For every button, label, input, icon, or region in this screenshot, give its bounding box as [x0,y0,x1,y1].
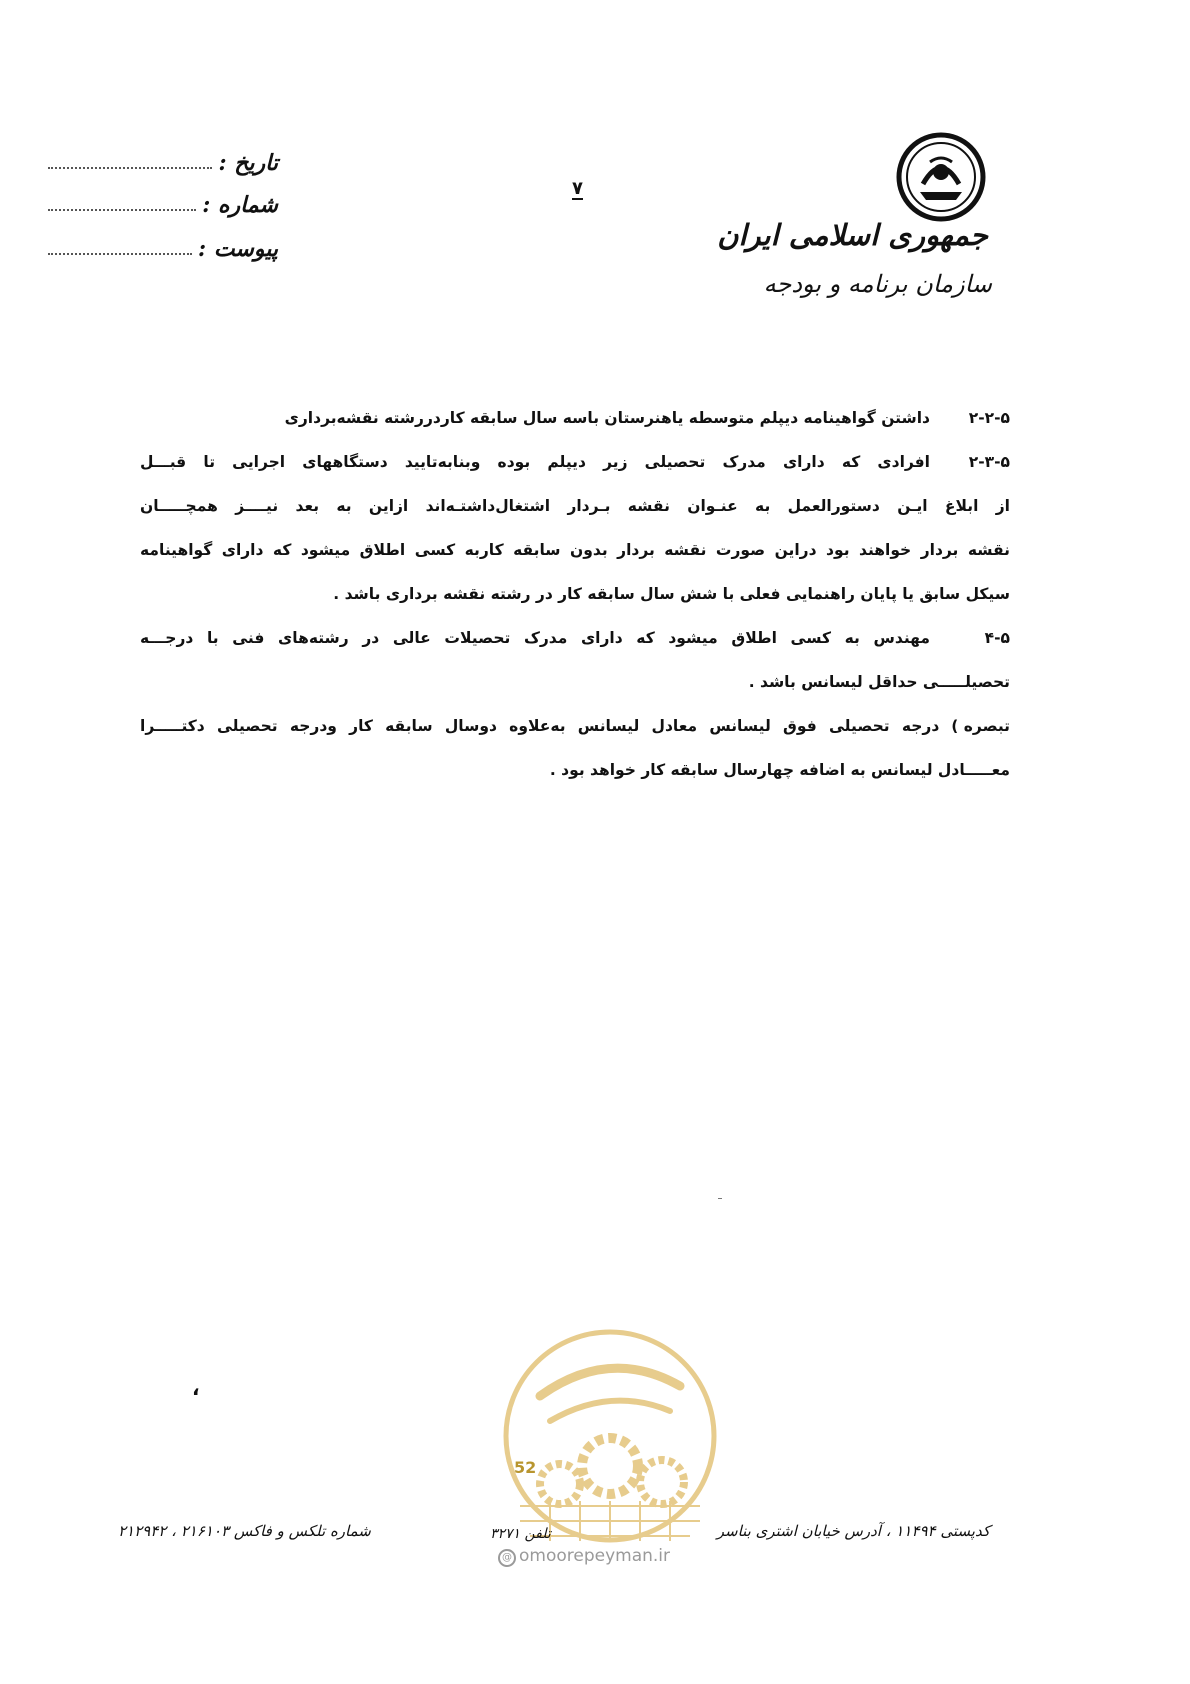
clause-line: داشتن گواهینامه دیپلم متوسطه یاهنرستان باسه سال سابقه کاردررشته نقشه‌برداری [284,409,930,427]
page-number: ۷ [572,178,583,199]
footer-phone: تلفن ۳۲۷۱ [490,1526,551,1542]
clause-number: ۲-۲-۵ [968,409,1010,427]
watermark-site [498,1546,670,1567]
number-dotted-line [48,209,196,211]
note-first-line [140,704,1010,748]
clause-5-2-2 [140,396,1010,440]
clause-5-3-2 [140,440,1010,484]
clause-line: از ابلاغ ایـن دستورالعمل به عنـوان نقشه بـردار اشتغال‌داشتـه‌اند ازاین به بعد نیــــز همچـــــان [140,497,1010,515]
attachment-field [48,234,278,264]
date-label: تاریخ : [218,150,278,176]
clause-line: نقشه بردار خواهند بود دراین صورت نقشه بردار بدون سابقه کاربه کسی اطلاق میشود که دارای گواهینامه [140,541,1010,559]
attachment-label: پیوست : [198,236,278,262]
date-field [48,148,278,178]
clause-line: مهندس به کسی اطلاق میشود که دارای مدرک تحصیلات عالی در رشته‌های فنی با درجـــه [140,629,930,647]
scan-speck [718,1198,722,1199]
at-icon: @ [498,1549,516,1567]
watermark-site-text: omoorepeyman.ir [519,1546,671,1566]
emblem-icon [896,132,986,222]
clause-line: افرادی که دارای مدرک تحصیلی زیر دیپلم بوده وبنابه‌تایید دستگاههای اجرایی تا قبـــل [140,453,930,471]
clause-line: سیکل سابق یا پایان راهنمایی فعلی با شش سال سابقه کار در رشته نقشه برداری باشد . [333,585,1010,603]
watermark-page-number: 52 [514,1458,537,1477]
note [140,704,1010,792]
footer-fax: شماره تلکس و فاکس ۲۱۶۱۰۳ ، ۲۱۲۹۴۲ [118,1522,371,1540]
number-label: شماره : [202,192,278,218]
org-subtitle: سازمان برنامه و بودجه [763,270,992,298]
clause-number: ۴-۵ [984,629,1010,647]
clause-line: درجه تحصیلی فوق لیسانس معادل لیسانس به‌علاوه دوسال سابقه کار ودرجه تحصیلی دکتـــــرا [140,717,940,735]
number-field [48,190,278,220]
clause-number: ۲-۳-۵ [968,453,1010,471]
document-body [140,396,1010,792]
clause-5-3-2-cont [140,484,1010,616]
footer-address: کدپستی ۱۱۴۹۴ ، آدرس خیابان اشتری بناسر [716,1522,990,1540]
note-label: تبصره ) [951,717,1010,735]
clause-line: معـــــادل لیسانس به اضافه چهارسال سابقه کار خواهد بود . [549,761,1010,779]
clause-5-4 [140,616,1010,704]
org-name: جمهوری اسلامی ایران [717,218,988,252]
margin-mark: ، [192,1376,200,1400]
attachment-dotted-line [48,253,192,255]
clause-line: تحصیلـــــی حداقل لیسانس باشد . [748,673,1010,691]
date-dotted-line [48,167,212,169]
